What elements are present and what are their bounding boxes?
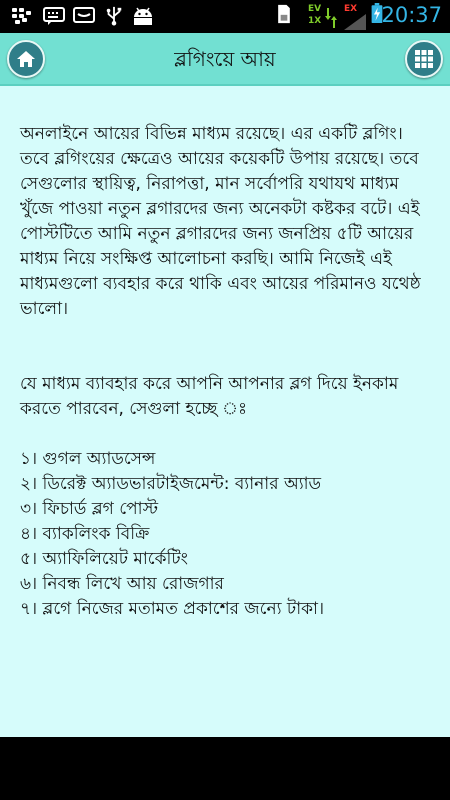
sim-card-icon xyxy=(276,4,292,24)
income-methods-list xyxy=(20,447,436,622)
data-ev-icon: EV 1X xyxy=(308,4,338,30)
android-icon xyxy=(131,6,155,26)
list-item: ৩। ফিচার্ড ব্লগ পোস্ট xyxy=(20,499,158,519)
chat-icon xyxy=(43,6,65,26)
grid-menu-icon xyxy=(414,49,434,69)
list-item: ১। গুগল অ্যাডসেন্স xyxy=(20,449,156,469)
data-ex-icon: EX xyxy=(344,4,368,30)
message-icon xyxy=(73,6,95,26)
list-item: ৫। অ্যাফিলিয়েট মার্কেটিং xyxy=(20,549,188,569)
app-header xyxy=(0,33,450,86)
status-bar xyxy=(0,0,450,33)
bottom-bar xyxy=(0,737,450,800)
article-content[interactable] xyxy=(0,86,450,737)
article-paragraph-intro: অনলাইনে আয়ের বিভিন্ন মাধ্যম রয়েছে। এর একটি ব্লগিং। তবে ব্লগিংয়ের ক্ষেত্রেও আয়ের কয়েকটি উপায় রয়েছে। তবে সেগুলোর স্থায়িত্ব, নিরাপত্তা, মান সর্বোপরি যথাযথ মাধ্যম খুঁজে পাওয়া নতুন ব্লগারদের জন্য অনেকটা কষ্টকর বটে। এই পোস্টটিতে আমি নতুন ব্লগারদের জন্য জনপ্রিয় ৫টি আয়ের মাধ্যম নিয়ে সংক্ষিপ্ত আলোচনা করছি। আমি নিজেই এই মাধ্যমগুলো ব্যবহার করে থাকি এবং আয়ের পরিমানও যথেষ্ঠ ভালো। xyxy=(20,124,421,319)
list-item: ৬। নিবন্ধ লিখে আয় রোজগার xyxy=(20,574,224,594)
list-item: ৭। ব্লগে নিজের মতামত প্রকাশের জন্যে টাকা। xyxy=(20,599,325,619)
menu-button[interactable] xyxy=(405,40,443,78)
list-item: ২। ডিরেক্ট অ্যাডভারটাইজমেন্ট: ব্যানার অ্যাড xyxy=(20,474,322,494)
article-paragraph-methods: যে মাধ্যম ব্যাবহার করে আপনি আপনার ব্লগ দিয়ে ইনকাম করতে পারবেন, সেগুলা হচ্ছে ঃ xyxy=(20,374,399,419)
usb-icon xyxy=(104,6,124,26)
list-item: ৪। ব্যাকলিংক বিক্রি xyxy=(20,524,150,544)
blackberry-icon xyxy=(10,6,32,26)
page-title: ব্লগিংয়ে আয় xyxy=(174,47,276,71)
status-time: 20:37 xyxy=(381,3,442,27)
